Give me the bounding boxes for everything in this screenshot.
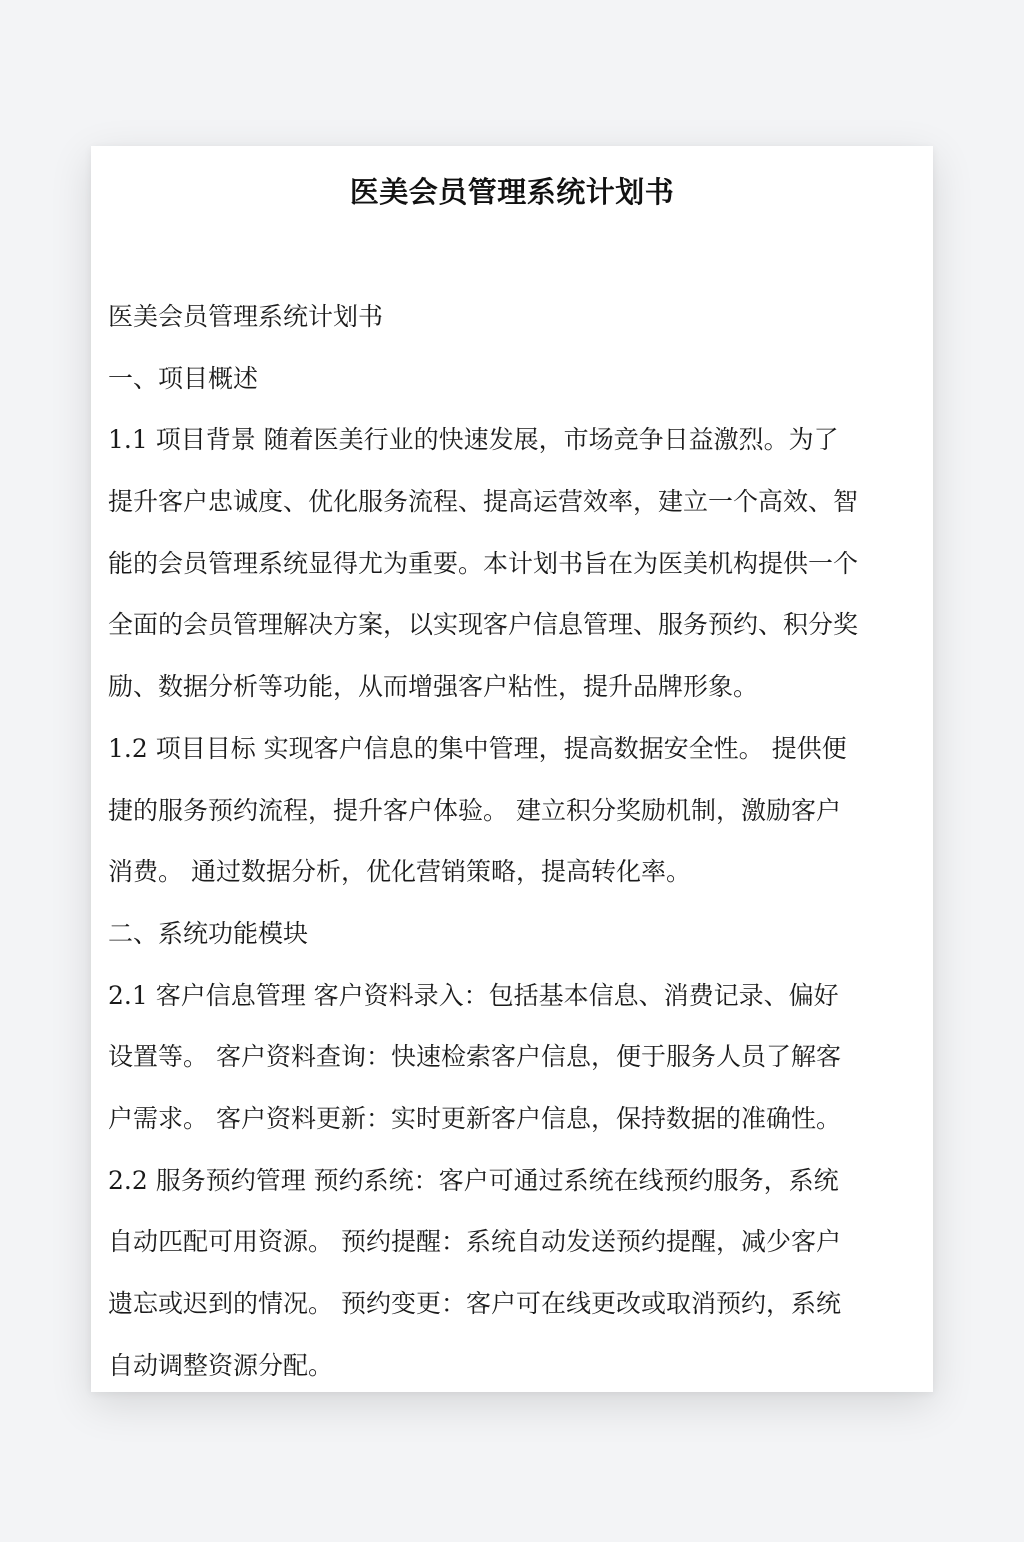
body-line: 提升客户忠诚度、优化服务流程、提高运营效率，建立一个高效、智 <box>108 487 859 517</box>
body-line: 2.2 服务预约管理 预约系统：客户可通过系统在线预约服务，系统 <box>108 1165 839 1195</box>
body-line: 遗忘或迟到的情况。 预约变更：客户可在线更改或取消预约，系统 <box>108 1289 841 1318</box>
document-title: 医美会员管理系统计划书 <box>349 175 675 209</box>
body-line: 户需求。 客户资料更新：实时更新客户信息，保持数据的准确性。 <box>108 1103 841 1133</box>
body-line: 能的会员管理系统显得尤为重要。本计划书旨在为医美机构提供一个 <box>108 548 859 578</box>
body-line: 设置等。 客户资料查询：快速检索客户信息，便于服务人员了解客 <box>108 1042 841 1072</box>
body-line: 2.1 客户信息管理 客户资料录入：包括基本信息、消费记录、偏好 <box>108 980 839 1010</box>
body-line: 消费。 通过数据分析，优化营销策略，提高转化率。 <box>108 857 691 887</box>
document-page <box>91 146 933 1392</box>
section-heading: 二、系统功能模块 <box>108 918 309 948</box>
body-line: 全面的会员管理解决方案，以实现客户信息管理、服务预约、积分奖 <box>108 610 859 640</box>
body-line: 自动调整资源分配。 <box>108 1350 334 1380</box>
section-heading: 一、项目概述 <box>108 363 259 393</box>
body-line: 励、数据分析等功能，从而增强客户粘性，提升品牌形象。 <box>108 672 759 702</box>
body-line: 医美会员管理系统计划书 <box>108 302 384 331</box>
document-body <box>108 286 918 1392</box>
body-line: 1.2 项目目标 实现客户信息的集中管理，提高数据安全性。 提供便 <box>108 733 847 763</box>
body-line: 捷的服务预约流程，提升客户体验。 建立积分奖励机制，激励客户 <box>108 795 841 825</box>
body-line: 1.1 项目背景 随着医美行业的快速发展，市场竞争日益激烈。为了 <box>108 425 839 455</box>
body-line: 自动匹配可用资源。 预约提醒：系统自动发送预约提醒，减少客户 <box>108 1227 841 1257</box>
